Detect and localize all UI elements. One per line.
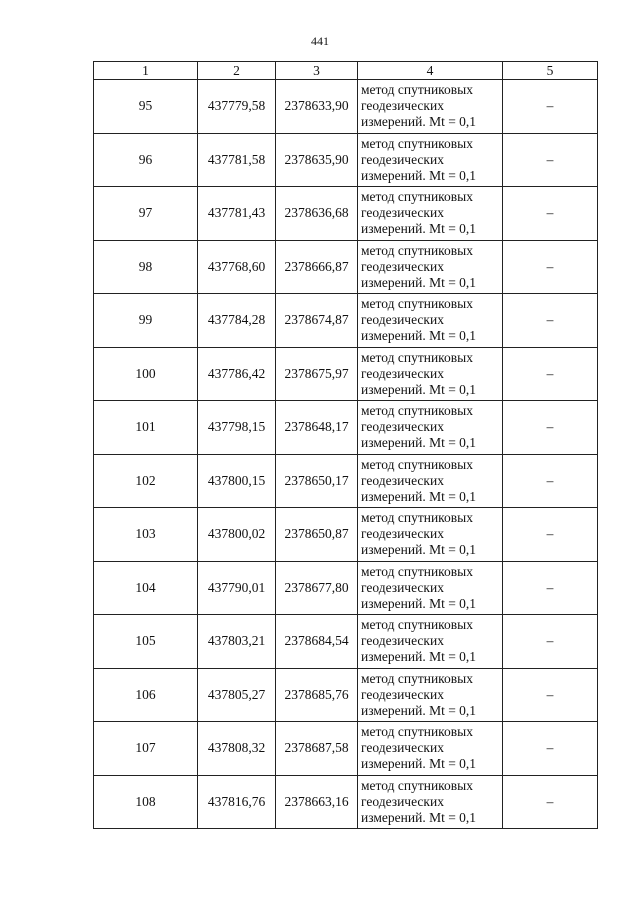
note-cell: – xyxy=(503,615,598,669)
method-line: метод спутниковых xyxy=(361,456,473,472)
method-description xyxy=(358,722,503,776)
note-cell: – xyxy=(503,80,598,134)
method-line: измерений. Mt = 0,1 xyxy=(361,435,477,451)
point-number: 105 xyxy=(94,615,198,669)
method-line: измерений. Mt = 0,1 xyxy=(361,114,477,130)
coordinate-y: 2378674,87 xyxy=(276,294,358,348)
coordinate-y: 2378650,87 xyxy=(276,508,358,562)
method-line: метод спутниковых xyxy=(361,724,473,740)
method-line: измерений. Mt = 0,1 xyxy=(361,542,477,558)
method-line: метод спутниковых xyxy=(361,82,473,98)
method-line: геодезических xyxy=(361,472,444,488)
coordinate-y: 2378677,80 xyxy=(276,561,358,615)
coordinate-y: 2378684,54 xyxy=(276,615,358,669)
point-number: 98 xyxy=(94,240,198,294)
method-line: геодезических xyxy=(361,419,444,435)
method-line: геодезических xyxy=(361,365,444,381)
method-line: метод спутниковых xyxy=(361,617,473,633)
column-header-5: 5 xyxy=(503,62,598,80)
coordinate-y: 2378635,90 xyxy=(276,133,358,187)
coordinate-x: 437779,58 xyxy=(198,80,276,134)
point-number: 104 xyxy=(94,561,198,615)
method-line: метод спутниковых xyxy=(361,563,473,579)
coordinate-x: 437790,01 xyxy=(198,561,276,615)
method-line: измерений. Mt = 0,1 xyxy=(361,756,477,772)
coordinate-x: 437800,02 xyxy=(198,508,276,562)
method-line: геодезических xyxy=(361,793,444,809)
coordinate-x: 437805,27 xyxy=(198,668,276,722)
coordinate-y: 2378636,68 xyxy=(276,187,358,241)
note-cell: – xyxy=(503,561,598,615)
coordinate-y: 2378685,76 xyxy=(276,668,358,722)
coordinate-x: 437800,15 xyxy=(198,454,276,508)
table-row xyxy=(94,722,598,776)
coordinate-x: 437816,76 xyxy=(198,775,276,829)
point-number: 106 xyxy=(94,668,198,722)
table-row xyxy=(94,668,598,722)
coordinate-y: 2378648,17 xyxy=(276,401,358,455)
method-line: измерений. Mt = 0,1 xyxy=(361,167,477,183)
method-description xyxy=(358,133,503,187)
method-line: метод спутниковых xyxy=(361,403,473,419)
point-number: 99 xyxy=(94,294,198,348)
method-description xyxy=(358,80,503,134)
coordinate-y: 2378687,58 xyxy=(276,722,358,776)
coordinate-y: 2378675,97 xyxy=(276,347,358,401)
table-row xyxy=(94,508,598,562)
point-number: 95 xyxy=(94,80,198,134)
table-header-row xyxy=(94,62,598,80)
note-cell: – xyxy=(503,294,598,348)
method-description xyxy=(358,775,503,829)
method-line: геодезических xyxy=(361,740,444,756)
table-row xyxy=(94,347,598,401)
coordinate-x: 437808,32 xyxy=(198,722,276,776)
column-header-2: 2 xyxy=(198,62,276,80)
table-row xyxy=(94,80,598,134)
table-row xyxy=(94,240,598,294)
method-line: измерений. Mt = 0,1 xyxy=(361,595,477,611)
note-cell: – xyxy=(503,187,598,241)
method-line: измерений. Mt = 0,1 xyxy=(361,649,477,665)
note-cell: – xyxy=(503,668,598,722)
method-line: геодезических xyxy=(361,686,444,702)
coordinate-x: 437786,42 xyxy=(198,347,276,401)
method-description xyxy=(358,668,503,722)
method-description xyxy=(358,454,503,508)
method-line: измерений. Mt = 0,1 xyxy=(361,328,477,344)
method-line: измерений. Mt = 0,1 xyxy=(361,488,477,504)
table-row xyxy=(94,454,598,508)
method-line: геодезических xyxy=(361,633,444,649)
note-cell: – xyxy=(503,722,598,776)
method-line: геодезических xyxy=(361,579,444,595)
method-description xyxy=(358,240,503,294)
coordinate-x: 437798,15 xyxy=(198,401,276,455)
note-cell: – xyxy=(503,508,598,562)
coordinate-y: 2378663,16 xyxy=(276,775,358,829)
point-number: 97 xyxy=(94,187,198,241)
point-number: 108 xyxy=(94,775,198,829)
method-line: геодезических xyxy=(361,151,444,167)
table-row xyxy=(94,775,598,829)
method-line: метод спутниковых xyxy=(361,777,473,793)
note-cell: – xyxy=(503,454,598,508)
table-row xyxy=(94,401,598,455)
column-header-4: 4 xyxy=(358,62,503,80)
coordinates-table xyxy=(93,61,598,829)
coordinate-x: 437781,43 xyxy=(198,187,276,241)
method-line: измерений. Mt = 0,1 xyxy=(361,221,477,237)
method-line: измерений. Mt = 0,1 xyxy=(361,274,477,290)
point-number: 102 xyxy=(94,454,198,508)
method-line: метод спутниковых xyxy=(361,135,473,151)
method-line: метод спутниковых xyxy=(361,296,473,312)
point-number: 96 xyxy=(94,133,198,187)
method-line: метод спутниковых xyxy=(361,670,473,686)
method-description xyxy=(358,401,503,455)
table-row xyxy=(94,294,598,348)
coordinate-x: 437803,21 xyxy=(198,615,276,669)
column-header-1: 1 xyxy=(94,62,198,80)
method-line: геодезических xyxy=(361,526,444,542)
coordinate-y: 2378650,17 xyxy=(276,454,358,508)
method-line: метод спутниковых xyxy=(361,349,473,365)
point-number: 107 xyxy=(94,722,198,776)
note-cell: – xyxy=(503,133,598,187)
table-row xyxy=(94,187,598,241)
coordinate-y: 2378633,90 xyxy=(276,80,358,134)
method-line: геодезических xyxy=(361,205,444,221)
method-line: геодезических xyxy=(361,98,444,114)
point-number: 103 xyxy=(94,508,198,562)
note-cell: – xyxy=(503,775,598,829)
coordinate-x: 437781,58 xyxy=(198,133,276,187)
method-description xyxy=(358,615,503,669)
table-row xyxy=(94,615,598,669)
point-number: 101 xyxy=(94,401,198,455)
table-row xyxy=(94,561,598,615)
coordinate-y: 2378666,87 xyxy=(276,240,358,294)
method-line: метод спутниковых xyxy=(361,510,473,526)
method-line: метод спутниковых xyxy=(361,242,473,258)
method-description xyxy=(358,294,503,348)
note-cell: – xyxy=(503,401,598,455)
method-description xyxy=(358,347,503,401)
method-line: измерений. Mt = 0,1 xyxy=(361,809,477,825)
note-cell: – xyxy=(503,347,598,401)
method-description xyxy=(358,508,503,562)
method-line: измерений. Mt = 0,1 xyxy=(361,381,477,397)
table-row xyxy=(94,133,598,187)
column-header-3: 3 xyxy=(276,62,358,80)
coordinate-x: 437768,60 xyxy=(198,240,276,294)
method-description xyxy=(358,187,503,241)
method-description xyxy=(358,561,503,615)
coordinate-x: 437784,28 xyxy=(198,294,276,348)
method-line: геодезических xyxy=(361,258,444,274)
page-number: 441 xyxy=(311,34,329,48)
table-body xyxy=(94,80,598,829)
point-number: 100 xyxy=(94,347,198,401)
method-line: геодезических xyxy=(361,312,444,328)
method-line: метод спутниковых xyxy=(361,189,473,205)
note-cell: – xyxy=(503,240,598,294)
method-line: измерений. Mt = 0,1 xyxy=(361,702,477,718)
